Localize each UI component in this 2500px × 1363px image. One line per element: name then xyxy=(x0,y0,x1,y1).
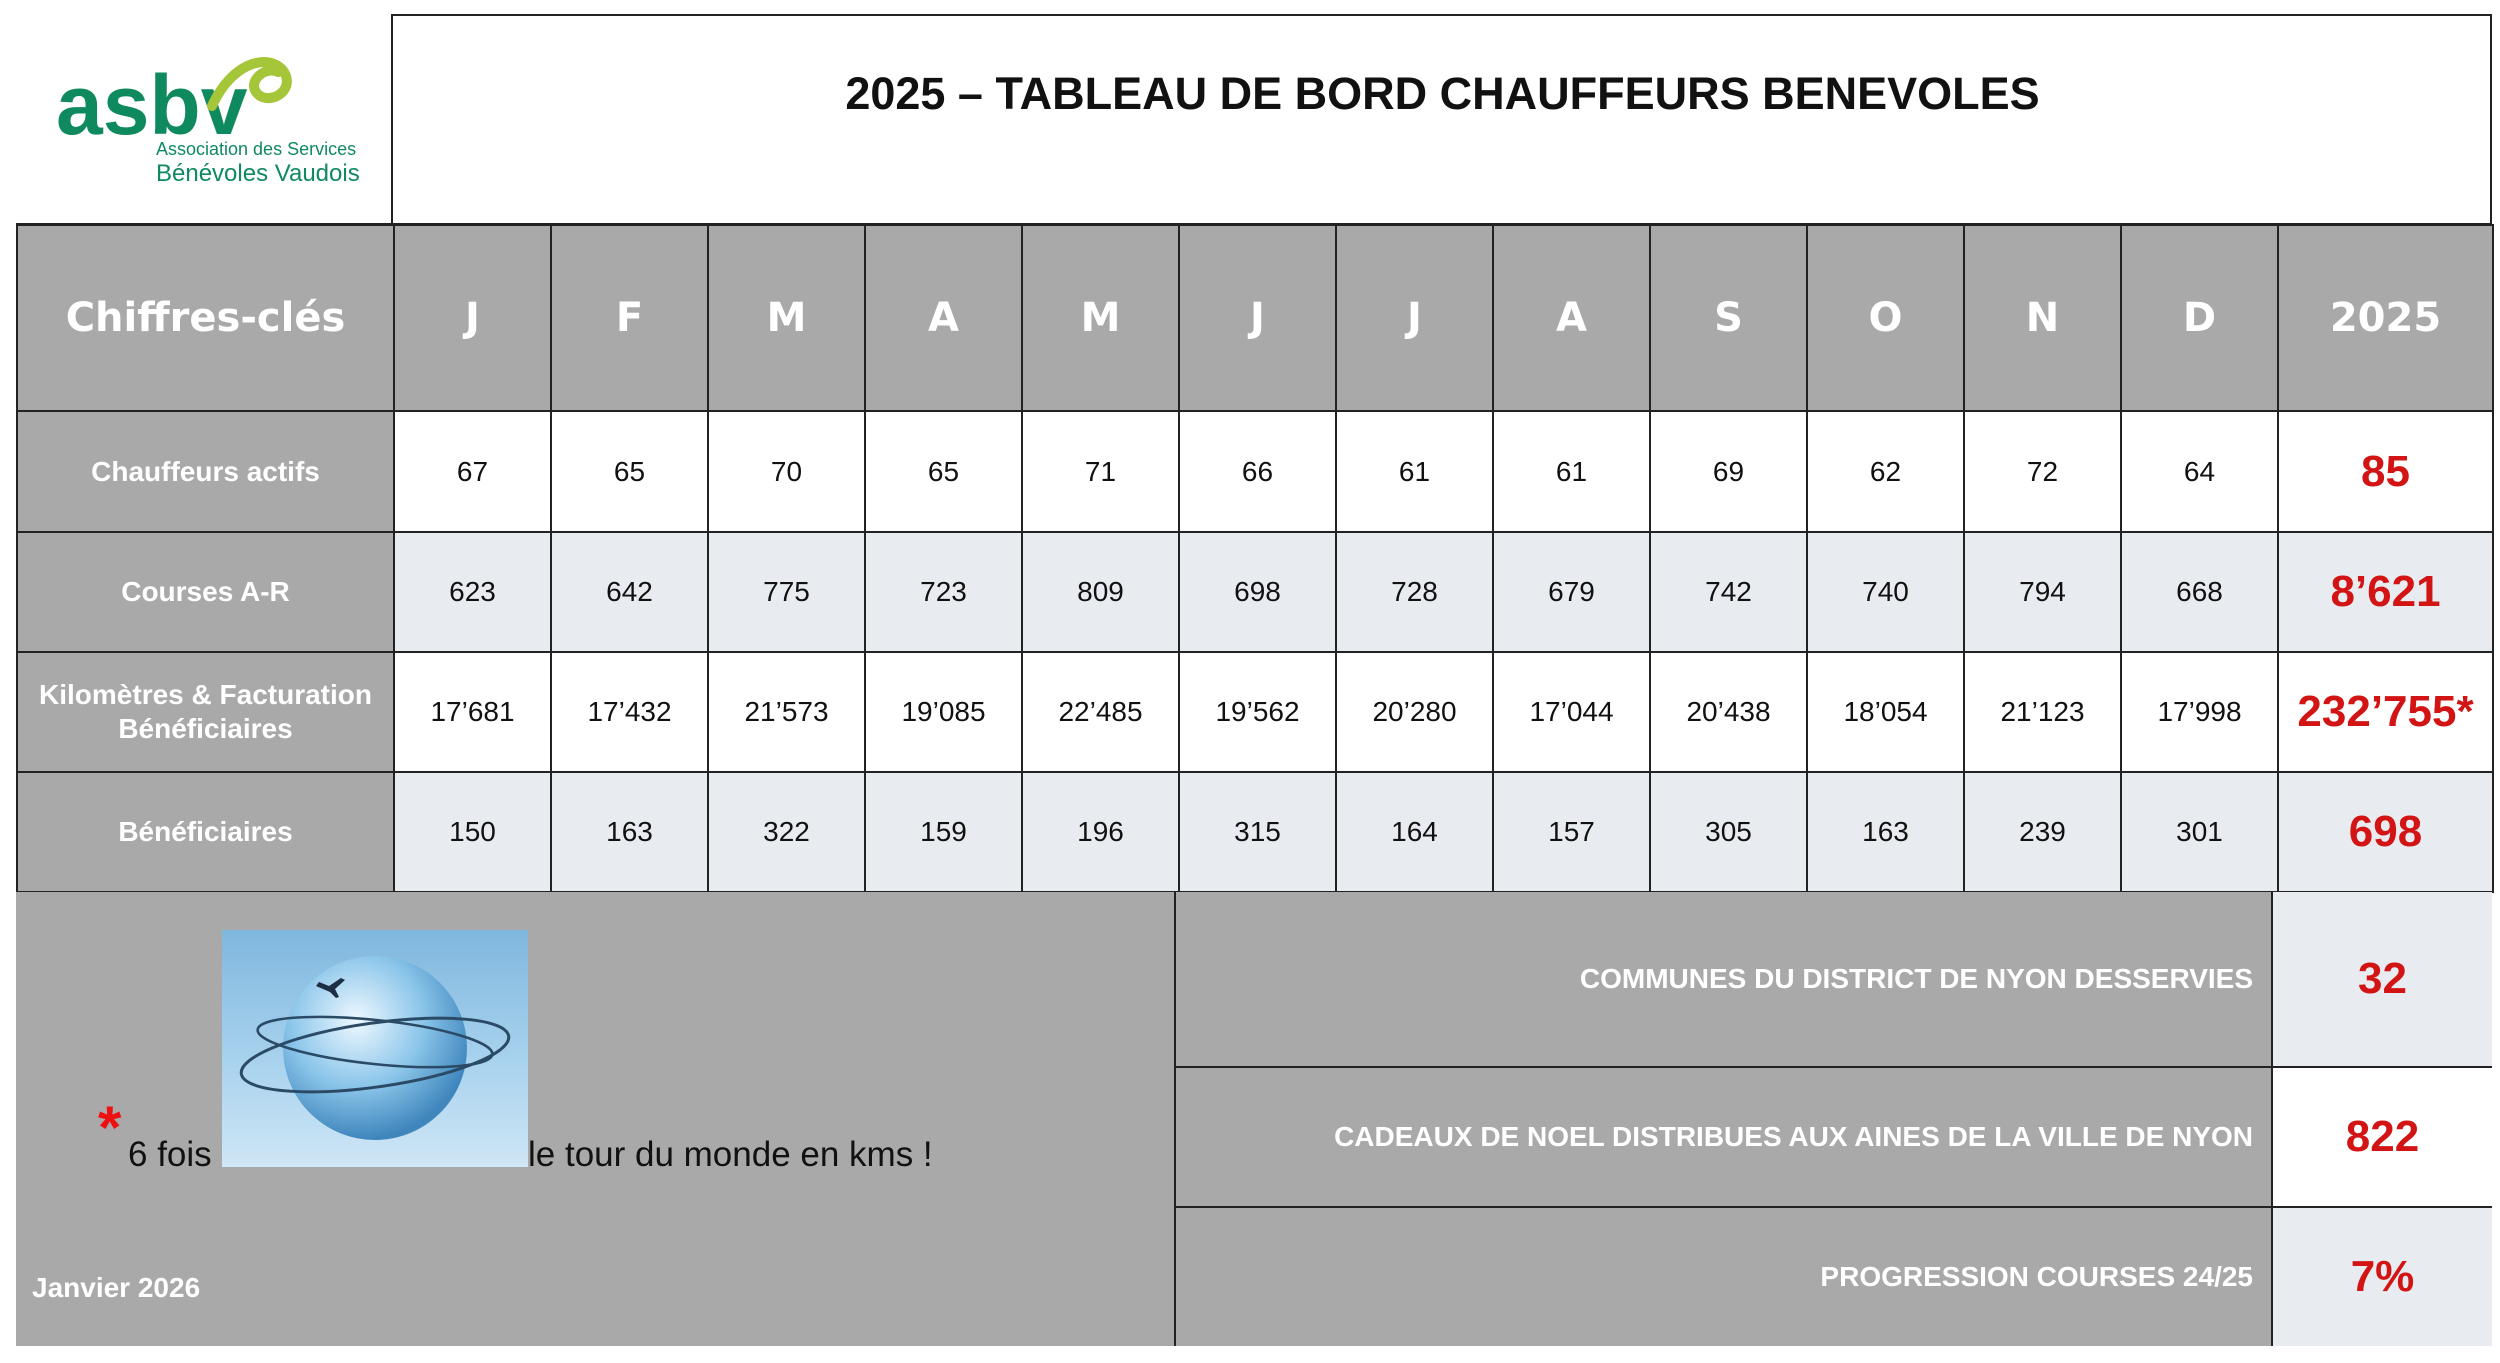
row-total: 85 xyxy=(2278,411,2493,532)
table-cell: 61 xyxy=(1336,411,1493,532)
table-cell: 64 xyxy=(2121,411,2278,532)
table-row xyxy=(17,772,2493,892)
table-cell: 623 xyxy=(394,532,551,652)
table-cell: 17’044 xyxy=(1493,652,1650,772)
stat-label: COMMUNES DU DISTRICT DE NYON DESSERVIES xyxy=(1579,963,2253,994)
table-cell: 61 xyxy=(1493,411,1650,532)
month-header: N xyxy=(1964,225,2121,411)
month-header: J xyxy=(1179,225,1336,411)
month-header: O xyxy=(1807,225,1964,411)
stat-label: PROGRESSION COURSES 24/25 xyxy=(1820,1261,2253,1292)
key-figures-table xyxy=(16,224,2494,893)
month-header: A xyxy=(865,225,1022,411)
table-cell: 196 xyxy=(1022,772,1179,892)
logo-cell xyxy=(16,14,393,225)
stat-value: 32 xyxy=(2273,892,2492,1068)
table-cell: 21’123 xyxy=(1964,652,2121,772)
table-cell: 239 xyxy=(1964,772,2121,892)
footnote-text-before: 6 fois xyxy=(128,1135,212,1174)
stat-communes xyxy=(1176,892,2273,1068)
stat-label: CADEAUX DE NOEL DISTRIBUES AUX AINES DE LA VILLE DE NYON xyxy=(1334,1121,2253,1152)
title-cell xyxy=(393,14,2492,225)
table-header-row xyxy=(17,225,2493,411)
table-cell: 18’054 xyxy=(1807,652,1964,772)
table-cell: 17’681 xyxy=(394,652,551,772)
month-header: M xyxy=(1022,225,1179,411)
table-cell: 19’085 xyxy=(865,652,1022,772)
month-header: A xyxy=(1493,225,1650,411)
table-row xyxy=(17,532,2493,652)
table-cell: 668 xyxy=(2121,532,2278,652)
table-cell: 301 xyxy=(2121,772,2278,892)
stat-value: 7% xyxy=(2273,1208,2492,1346)
row-label: Chauffeurs actifs xyxy=(17,411,394,532)
logo-wordmark: asbv xyxy=(56,58,248,152)
table-cell: 159 xyxy=(865,772,1022,892)
stat-value: 822 xyxy=(2273,1068,2492,1208)
globe-icon xyxy=(222,930,528,1167)
month-header: D xyxy=(2121,225,2278,411)
table-cell: 21’573 xyxy=(708,652,865,772)
table-cell: 723 xyxy=(865,532,1022,652)
table-cell: 19’562 xyxy=(1179,652,1336,772)
table-cell: 20’280 xyxy=(1336,652,1493,772)
table-cell: 67 xyxy=(394,411,551,532)
row-total: 8’621 xyxy=(2278,532,2493,652)
month-header: F xyxy=(551,225,708,411)
table-cell: 728 xyxy=(1336,532,1493,652)
table-cell: 22’485 xyxy=(1022,652,1179,772)
month-header: J xyxy=(394,225,551,411)
table-cell: 65 xyxy=(865,411,1022,532)
footnote-text-after: le tour du monde en kms ! xyxy=(528,1135,933,1174)
globe-image xyxy=(222,930,528,1167)
month-header: M xyxy=(708,225,865,411)
table-cell: 809 xyxy=(1022,532,1179,652)
report-date: Janvier 2026 xyxy=(32,1272,201,1303)
table-cell: 157 xyxy=(1493,772,1650,892)
row-label: Bénéficiaires xyxy=(17,772,394,892)
table-cell: 69 xyxy=(1650,411,1807,532)
table-cell: 20’438 xyxy=(1650,652,1807,772)
table-cell: 794 xyxy=(1964,532,2121,652)
footnote-star: * xyxy=(98,1094,122,1161)
month-header: S xyxy=(1650,225,1807,411)
table-cell: 164 xyxy=(1336,772,1493,892)
logo-line1: Association des Services xyxy=(156,139,357,159)
table-row xyxy=(17,652,2493,772)
table-cell: 66 xyxy=(1179,411,1336,532)
table-row xyxy=(17,411,2493,532)
page-title: 2025 – TABLEAU DE BORD CHAUFFEURS BENEVOLES xyxy=(845,67,2040,119)
table-cell: 742 xyxy=(1650,532,1807,652)
table-cell: 17’998 xyxy=(2121,652,2278,772)
stat-cadeaux xyxy=(1176,1068,2273,1208)
total-header: 2025 xyxy=(2278,225,2493,411)
table-cell: 315 xyxy=(1179,772,1336,892)
row-total: 698 xyxy=(2278,772,2493,892)
row-total: 232’755* xyxy=(2278,652,2493,772)
table-cell: 163 xyxy=(551,772,708,892)
header-label: Chiffres-clés xyxy=(17,225,394,411)
month-header: J xyxy=(1336,225,1493,411)
table-cell: 305 xyxy=(1650,772,1807,892)
table-cell: 71 xyxy=(1022,411,1179,532)
table-cell: 62 xyxy=(1807,411,1964,532)
table-cell: 17’432 xyxy=(551,652,708,772)
table-cell: 72 xyxy=(1964,411,2121,532)
table-cell: 642 xyxy=(551,532,708,652)
asbv-logo xyxy=(16,14,393,225)
table-cell: 163 xyxy=(1807,772,1964,892)
table-cell: 150 xyxy=(394,772,551,892)
logo-line2: Bénévoles Vaudois xyxy=(156,160,360,187)
table-cell: 70 xyxy=(708,411,865,532)
table-cell: 65 xyxy=(551,411,708,532)
table-cell: 679 xyxy=(1493,532,1650,652)
table-cell: 698 xyxy=(1179,532,1336,652)
row-label: Courses A-R xyxy=(17,532,394,652)
table-cell: 740 xyxy=(1807,532,1964,652)
table-cell: 775 xyxy=(708,532,865,652)
stat-progression xyxy=(1176,1208,2273,1346)
table-cell: 322 xyxy=(708,772,865,892)
row-label: Kilomètres & Facturation Bénéficiaires xyxy=(17,652,394,772)
